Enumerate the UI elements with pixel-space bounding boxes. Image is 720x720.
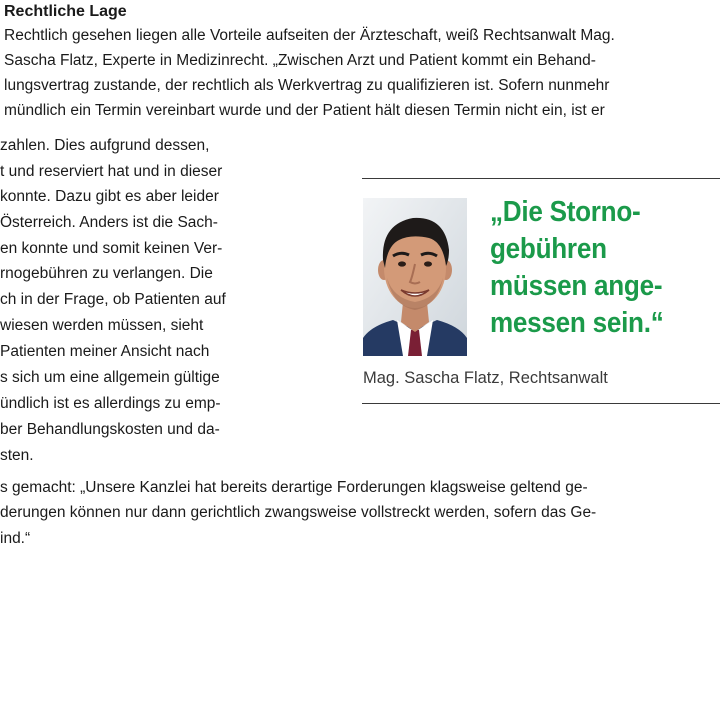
pullquote-line: „Die Storno- [490, 196, 641, 228]
text-line: lungsvertrag zustande, der rechtlich als Werkvertrag zu qualifizieren ist. Sofern nunmehr [4, 77, 610, 94]
text-line: Sascha Flatz, Experte in Medizinrecht. „Zwischen Arzt und Patient kommt ein Behand- [4, 52, 596, 69]
text-line: ber Behandlungskosten und da- [0, 421, 220, 438]
text-line: wiesen werden müssen, sieht [0, 317, 204, 334]
pullquote-caption: Mag. Sascha Flatz, Rechtsanwalt [363, 369, 608, 387]
text-line: ch in der Frage, ob Patienten auf [0, 291, 226, 308]
text-line: ündlich ist es allerdings zu emp- [0, 395, 221, 412]
text-line: konnte. Dazu gibt es aber leider [0, 188, 219, 205]
text-line: Patienten meiner Ansicht nach [0, 343, 210, 360]
text-line: Österreich. Anders ist die Sach- [0, 214, 218, 231]
text-line: s sich um eine allgemein gültige [0, 369, 220, 386]
portrait-illustration [363, 198, 467, 356]
text-line: zahlen. Dies aufgrund dessen, [0, 137, 210, 154]
pullquote-bottom-rule [362, 403, 720, 404]
pullquote-line: gebühren [490, 233, 607, 265]
text-line: t und reserviert hat und in dieser [0, 163, 223, 180]
pullquote-line: müssen ange- [490, 270, 663, 302]
text-line: en konnte und somit keinen Ver- [0, 240, 223, 257]
text-line: derungen können nur dann gerichtlich zwangsweise vollstreckt werden, sofern das Ge- [0, 504, 597, 521]
portrait-photo [363, 198, 467, 356]
text-line: rnogebühren zu verlangen. Die [0, 265, 213, 282]
section-heading: Rechtliche Lage [4, 3, 127, 20]
text-line: s gemacht: „Unsere Kanzlei hat bereits derartige Forderungen klagsweise geltend ge- [0, 479, 588, 496]
pullquote-line: messen sein.“ [490, 307, 664, 339]
text-line: mündlich ein Termin vereinbart wurde und der Patient hält diesen Termin nicht ein, ist er [4, 102, 605, 119]
pullquote-top-rule [362, 178, 720, 179]
text-line: ind.“ [0, 530, 31, 547]
pullquote-text [490, 194, 695, 342]
text-line: sten. [0, 447, 34, 464]
text-line: Rechtlich gesehen liegen alle Vorteile aufseiten der Ärzteschaft, weiß Rechtsanwalt Mag. [4, 27, 615, 44]
